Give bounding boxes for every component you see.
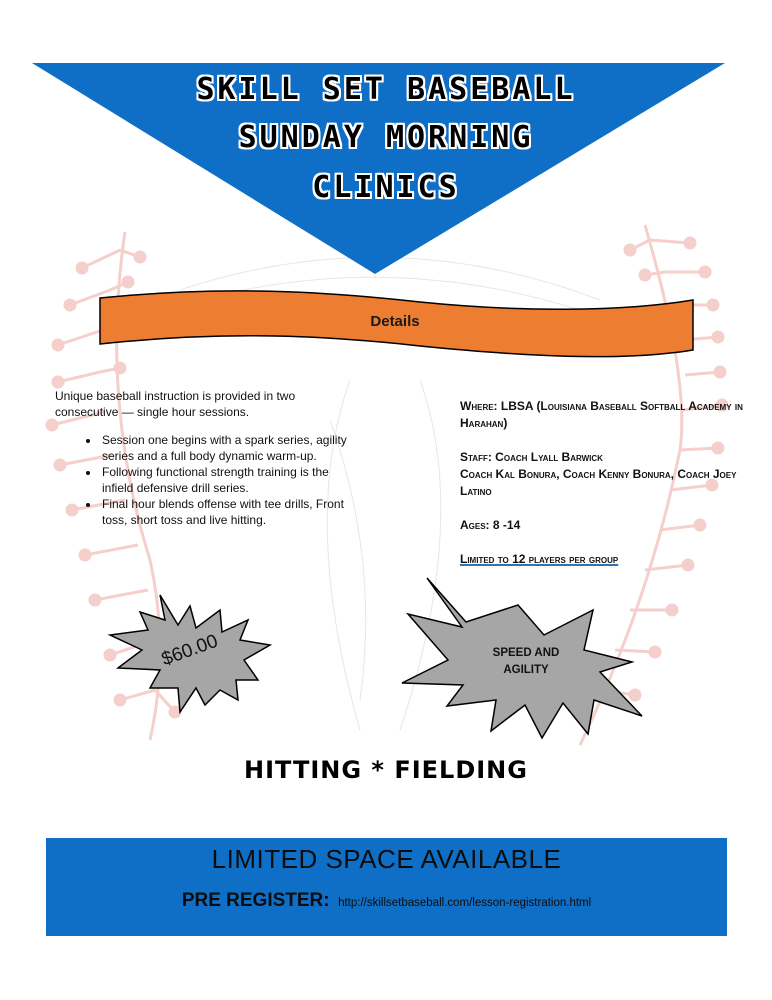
staff-line-1: Staff: Coach Lyall Barwick	[460, 450, 603, 464]
info-panel	[460, 398, 760, 585]
intro-text: Unique baseball instruction is provided in two consecutive — single hour sessions.	[55, 389, 296, 419]
speed-line-2: AGILITY	[503, 664, 549, 676]
staff-block	[460, 449, 760, 500]
list-item: • Final hour blends offense with tee drills, Front toss, short toss and live hitting.	[100, 496, 350, 528]
title-line-1: SKILL SET BASEBALL	[196, 72, 576, 107]
details-heading: Details	[370, 313, 420, 330]
limit-text: Limited to 12 players per group	[460, 552, 619, 566]
title-line-3: CLINICS	[312, 170, 460, 205]
session-list	[82, 432, 350, 528]
register-line	[46, 890, 727, 912]
tagline: HITTING * FIELDING	[244, 756, 528, 784]
register-link[interactable]: http://skillsetbaseball.com/lesson-registration.html	[338, 897, 592, 909]
title-line-2: SUNDAY MORNING	[238, 120, 534, 155]
price-label: $60.00	[158, 630, 221, 671]
speed-line-1: SPEED AND	[492, 647, 560, 659]
where-text: Where: LBSA (Louisiana Baseball Softball Academy in Harahan)	[460, 399, 743, 430]
staff-line-2: Coach Kal Bonura, Coach Kenny Bonura, Coach Joey Latino	[460, 467, 737, 498]
limited-space-heading: LIMITED SPACE AVAILABLE	[211, 844, 562, 874]
ages-text: Ages: 8 -14	[460, 518, 521, 532]
list-item: • Session one begins with a spark series, agility series and a full body dynamic warm-up.	[100, 432, 350, 464]
list-item: • Following functional strength training is the infield defensive drill series.	[100, 464, 350, 496]
speed-agility-label	[476, 645, 576, 679]
register-label: PRE REGISTER:	[181, 890, 330, 911]
footer-panel	[46, 838, 727, 936]
